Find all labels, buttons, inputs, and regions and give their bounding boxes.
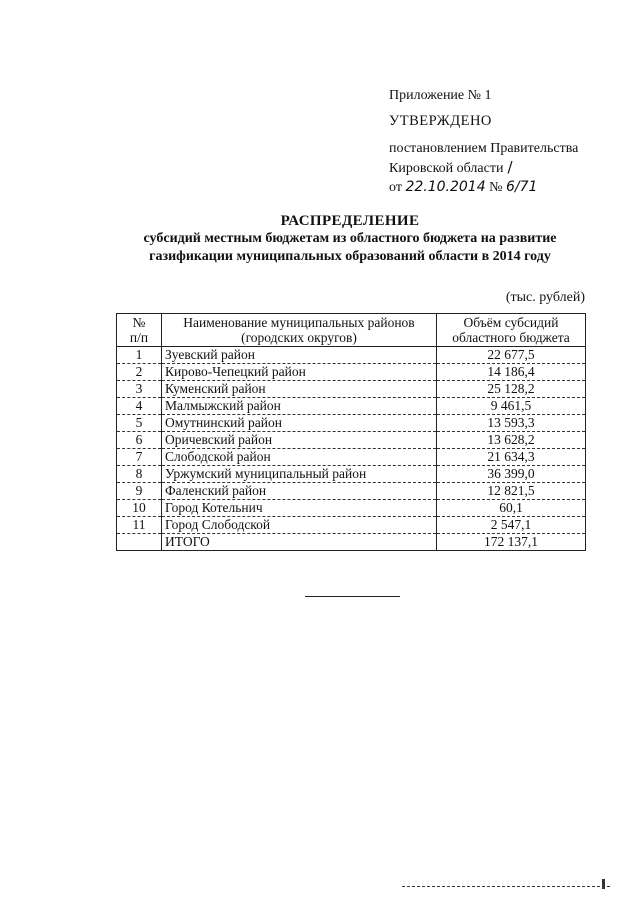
header-name-line-1: Наименование муниципальных районов [183,315,415,330]
table-row [117,347,586,364]
table-row [117,364,586,381]
row-name: Куменский район [162,381,437,398]
row-sum: 21 634,3 [437,449,586,466]
table-row [117,398,586,415]
row-sum: 60,1 [437,500,586,517]
row-sum: 36 399,0 [437,466,586,483]
row-number: 2 [117,364,162,381]
handwritten-slash-mark: / [507,158,513,176]
closing-rule-divider [305,596,400,597]
table-row [117,517,586,534]
row-sum: 13 628,2 [437,432,586,449]
row-number: 9 [117,483,162,500]
header-sum-line-2: областного бюджета [452,330,570,345]
row-sum: 2 547,1 [437,517,586,534]
row-number: 6 [117,432,162,449]
row-number: 11 [117,517,162,534]
decree-line-1: постановлением Правительства [389,141,579,156]
decree-line-2 [389,158,629,178]
table-row [117,500,586,517]
distribution-table [116,313,586,551]
header-name-line-2: (городских округов) [241,330,357,345]
approval-block [389,86,629,197]
header-sum-line-1: Объём субсидий [463,315,559,330]
table-row [117,432,586,449]
footer-tick-mark [602,879,605,889]
row-name: Малмыжский район [162,398,437,415]
header-number-line-1: № [132,315,146,330]
document-title: РАСПРЕДЕЛЕНИЕ [280,213,420,229]
row-sum: 13 593,3 [437,415,586,432]
row-number: 3 [117,381,162,398]
date-prefix: от [389,180,402,195]
table-total-row [117,534,586,551]
row-sum: 12 821,5 [437,483,586,500]
total-sum: 172 137,1 [437,534,586,551]
table-row [117,381,586,398]
number-prefix: № [489,180,503,195]
header-number-line-2: п/п [129,330,149,345]
row-name: Фаленский район [162,483,437,500]
row-name: Уржумский муниципальный район [162,466,437,483]
handwritten-number: 6/71 [505,179,538,195]
row-sum: 14 186,4 [437,364,586,381]
header-sum [437,314,586,347]
footer-rule-divider [402,886,610,887]
row-sum: 9 461,5 [437,398,586,415]
appendix-label: Приложение № 1 [389,88,492,103]
table-row [117,415,586,432]
row-name: Омутнинский район [162,415,437,432]
row-name: Кирово-Чепецкий район [162,364,437,381]
document-heading [110,212,590,266]
row-name: Слободской район [162,449,437,466]
table-row [117,449,586,466]
decree-line-2-text: Кировской области [389,161,504,176]
row-name: Оричевский район [162,432,437,449]
approved-label: УТВЕРЖДЕНО [389,113,492,129]
total-label: ИТОГО [162,534,437,551]
row-number: 10 [117,500,162,517]
header-number [117,314,162,347]
row-number: 4 [117,398,162,415]
row-number: 5 [117,415,162,432]
row-name: Зуевский район [162,347,437,364]
row-name: Город Котельнич [162,500,437,517]
row-sum: 25 128,2 [437,381,586,398]
row-name: Город Слободской [162,517,437,534]
row-number: 7 [117,449,162,466]
handwritten-date: 22.10.2014 [405,179,486,195]
table-header-row [117,314,586,347]
table-row [117,466,586,483]
decree-date-line [389,178,629,197]
table-row [117,483,586,500]
document-subtitle-line-2: газификации муниципальных образований области в 2014 году [149,249,551,264]
row-sum: 22 677,5 [437,347,586,364]
row-number: 1 [117,347,162,364]
header-name [162,314,437,347]
document-subtitle-line-1: субсидий местным бюджетам из областного бюджета на развитие [143,231,557,246]
row-number: 8 [117,466,162,483]
units-note: (тыс. рублей) [505,290,585,305]
total-number [117,534,162,551]
